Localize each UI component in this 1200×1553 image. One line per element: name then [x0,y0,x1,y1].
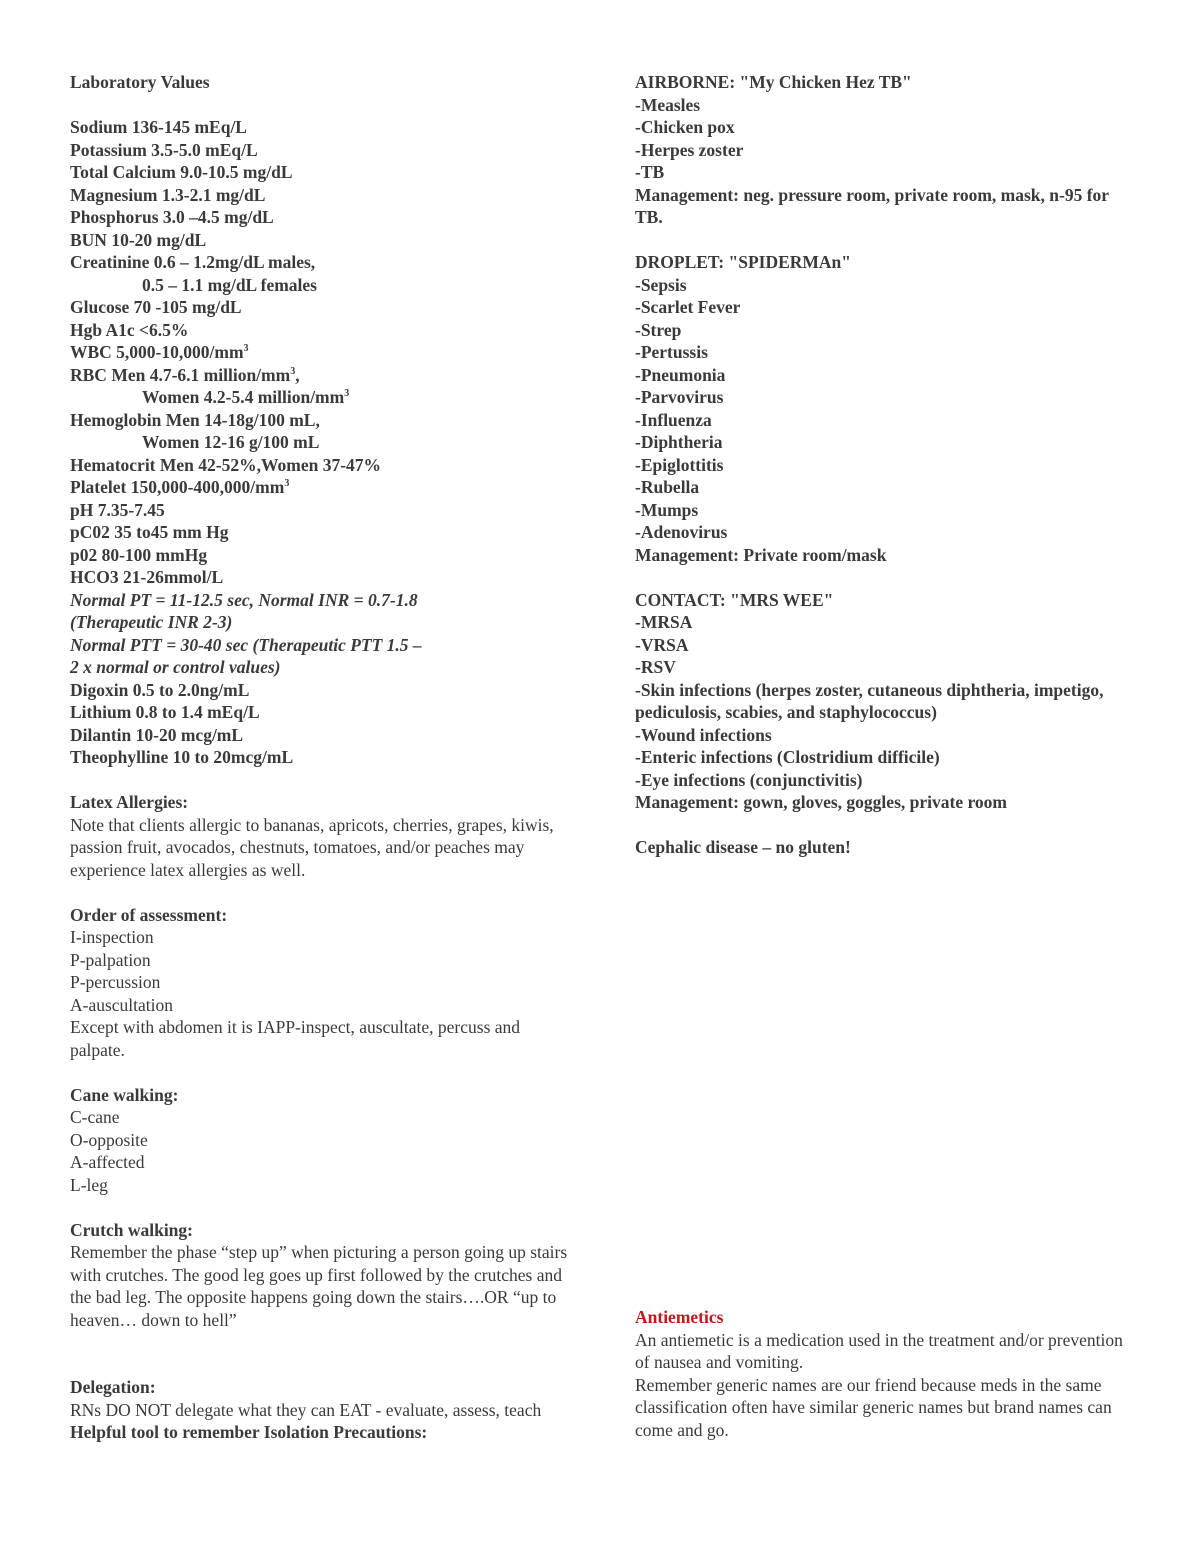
assessment-heading: Order of assessment: [70,904,228,925]
droplet-item: -Rubella [635,477,700,497]
cane-item: O-opposite [70,1129,148,1150]
antiemetics-section [635,1306,1135,1441]
droplet-item: -Sepsis [635,274,687,295]
lab-ptt: Normal PTT = 30-40 sec (Therapeutic PTT 1.5 – [70,634,422,655]
droplet-management: Management: Private room/mask [635,544,887,565]
contact-item: -VRSA [635,634,689,655]
right-column [635,71,1135,859]
lab-glucose: Glucose 70 -105 mg/dL [70,297,242,317]
lab-sodium: Sodium 136-145 mEq/L [70,117,247,137]
delegation-heading: Delegation: [70,1377,156,1397]
lab-bun: BUN 10-20 mg/dL [70,229,207,250]
airborne-item: -TB [635,162,665,182]
lab-values-title: Laboratory Values [70,72,210,92]
left-column [70,71,570,1444]
lab-potassium: Potassium 3.5-5.0 mEq/L [70,139,258,160]
cane-heading: Cane walking: [70,1084,179,1105]
latex-heading: Latex Allergies: [70,792,189,812]
cane-item: C-cane [70,1107,120,1127]
antiemetics-body-2: Remember generic names are our friend because meds in the same classification often have similar generic names but brand names can come and go. [635,1374,1112,1440]
lab-rbc-men-sup: 3 [290,365,296,377]
lab-pt-inr: Normal PT = 11-12.5 sec, Normal INR = 0.7-1.8 [70,589,418,610]
crutch-heading: Crutch walking: [70,1219,193,1240]
airborne-heading: AIRBORNE: "My Chicken Hez TB" [635,72,912,92]
contact-management: Management: gown, gloves, goggles, private room [635,792,1007,812]
lab-theophylline: Theophylline 10 to 20mcg/mL [70,747,294,767]
lab-platelet-sup: 3 [284,478,290,489]
lab-digoxin: Digoxin 0.5 to 2.0ng/mL [70,679,250,700]
lab-rbc-men-text: RBC Men 4.7-6.1 million/mm [70,364,291,385]
crutch-body: Remember the phase “step up” when picturing a person going up stairs with crutches. The good leg goes up first followed by the crutches and the bad leg. The opposite happens going down the stairs….OR “up to heaven… down to hell” [70,1242,568,1330]
assessment-item: P-palpation [70,949,151,970]
lab-magnesium: Magnesium 1.3-2.1 mg/dL [70,184,266,205]
lab-hemoglobin-men: Hemoglobin Men 14-18g/100 mL, [70,409,320,430]
droplet-item: -Adenovirus [635,522,728,542]
cephalic-note: Cephalic disease – no gluten! [635,837,851,857]
antiemetics-body-1: An antiemetic is a medication used in the treatment and/or prevention of nausea and vomiting. [635,1329,1123,1372]
droplet-item: -Epiglottitis [635,454,724,475]
lab-pco2: pC02 35 to45 mm Hg [70,522,229,542]
droplet-heading: DROPLET: "SPIDERMAn" [635,252,851,272]
lab-calcium: Total Calcium 9.0-10.5 mg/dL [70,162,293,182]
lab-therapeutic-inr: (Therapeutic INR 2-3) [70,612,233,632]
lab-rbc-women-text: Women 4.2-5.4 million/mm [142,387,345,407]
contact-item: -Skin infections (herpes zoster, cutaneous diphtheria, impetigo, pediculosis, scabies, and staphylococcus) [635,679,1104,722]
droplet-item: -Pneumonia [635,364,726,385]
antiemetics-heading: Antiemetics [635,1307,724,1327]
assessment-item: P-percussion [70,972,161,992]
contact-heading: CONTACT: "MRS WEE" [635,589,834,610]
droplet-item: -Pertussis [635,342,708,362]
droplet-item: -Scarlet Fever [635,297,741,317]
lab-rbc-men-suffix: , [295,364,300,385]
droplet-item: -Diphtheria [635,432,723,452]
contact-item: -MRSA [635,612,693,632]
droplet-item: -Parvovirus [635,387,724,407]
latex-body: Note that clients allergic to bananas, apricots, cherries, grapes, kiwis, passion fruit, avocados, chestnuts, tomatoes, and/or peaches may experience latex allergies as well. [70,814,554,880]
lab-rbc-men [70,364,570,387]
delegation-body: RNs DO NOT delegate what they can EAT - evaluate, assess, teach [70,1399,542,1420]
lab-wbc-text: WBC 5,000-10,000/mm [70,342,244,362]
cane-item: A-affected [70,1152,145,1172]
assessment-item: I-inspection [70,927,154,947]
lab-dilantin: Dilantin 10-20 mcg/mL [70,724,244,745]
droplet-item: -Strep [635,319,682,340]
lab-creatinine-males: Creatinine 0.6 – 1.2mg/dL males, [70,252,316,272]
airborne-item: -Measles [635,94,701,115]
lab-ptt-cont: 2 x normal or control values) [70,657,281,677]
droplet-item: -Mumps [635,499,699,520]
lab-phosphorus: Phosphorus 3.0 –4.5 mg/dL [70,207,274,227]
lab-wbc [70,341,570,364]
lab-wbc-sup: 3 [243,343,249,354]
lab-hematocrit: Hematocrit Men 42-52%,Women 37-47% [70,454,382,475]
airborne-item: -Herpes zoster [635,139,744,160]
contact-item: -RSV [635,657,676,677]
lab-platelet-text: Platelet 150,000-400,000/mm [70,477,285,497]
lab-ph: pH 7.35-7.45 [70,499,165,520]
cane-item: L-leg [70,1174,108,1195]
lab-hgba1c: Hgb A1c <6.5% [70,319,189,340]
contact-item: -Wound infections [635,724,772,745]
lab-creatinine-females: 0.5 – 1.1 mg/dL females [142,274,317,295]
assessment-item: A-auscultation [70,994,174,1015]
isolation-tool-heading: Helpful tool to remember Isolation Precautions: [70,1422,428,1442]
airborne-item: -Chicken pox [635,117,735,137]
lab-platelet [70,476,570,499]
lab-rbc-women-sup: 3 [344,388,350,399]
lab-rbc-women [70,386,570,409]
lab-lithium: Lithium 0.8 to 1.4 mEq/L [70,702,260,722]
contact-item: -Eye infections (conjunctivitis) [635,769,863,790]
droplet-item: -Influenza [635,409,712,430]
airborne-management: Management: neg. pressure room, private room, mask, n-95 for TB. [635,184,1109,227]
contact-item: -Enteric infections (Clostridium difficile) [635,747,940,767]
lab-po2: p02 80-100 mmHg [70,544,208,565]
lab-hco3: HCO3 21-26mmol/L [70,567,224,587]
assessment-note: Except with abdomen it is IAPP-inspect, auscultate, percuss and palpate. [70,1017,521,1060]
lab-hemoglobin-women: Women 12-16 g/100 mL [142,432,320,452]
